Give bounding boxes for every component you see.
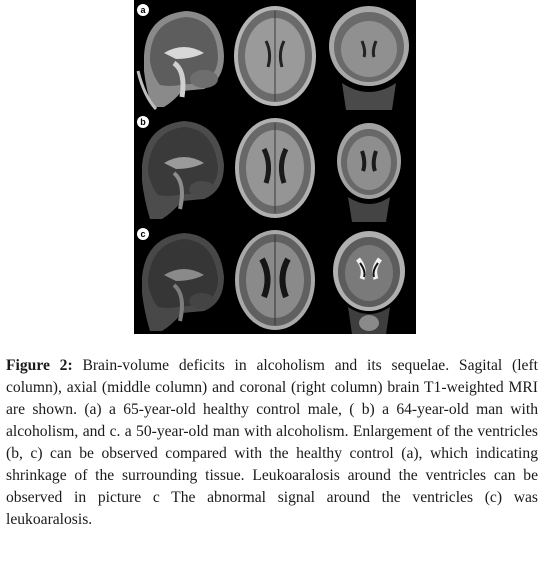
figure-caption-label: Figure 2: [6, 356, 73, 374]
mri-row-b [134, 113, 416, 222]
axial-mri-image-c [228, 225, 322, 334]
axial-mri-image-a [228, 1, 322, 110]
mri-row-c [134, 225, 416, 334]
sagittal-mri-image-b [134, 113, 228, 222]
figure-caption-text: Brain-volume deficits in alcoholism and its sequelae. Sagital (left column), axial (middle column) and coronal (right column) brain T1-weighted MRI are shown. (a) a 65-year-old healthy control male, ( b) a 64-year-old man with alcoholism, and c. a 50-year-old man with alcoholism. Enlargement of the ventricles (b, c) can be observed compared with the healthy control (a), which indicating shrinkage of the surrounding tissue. Leukoaralosis around the ventricles can be observed in picture c The abnormal signal around the ventricles (c) was leukoaralosis. [6, 356, 538, 528]
panel-label-c: c [137, 228, 149, 240]
coronal-mri-image-b [322, 113, 416, 222]
panel-label-a: a [137, 4, 149, 16]
axial-mri-image-b [228, 113, 322, 222]
coronal-mri-image-a [322, 1, 416, 110]
coronal-mri-image-c [322, 225, 416, 334]
figure-caption [6, 355, 538, 531]
sagittal-mri-image-c [134, 225, 228, 334]
panel-label-b: b [137, 116, 149, 128]
mri-figure-grid [134, 0, 416, 333]
sagittal-mri-image-a [134, 1, 228, 110]
mri-row-a [134, 1, 416, 110]
